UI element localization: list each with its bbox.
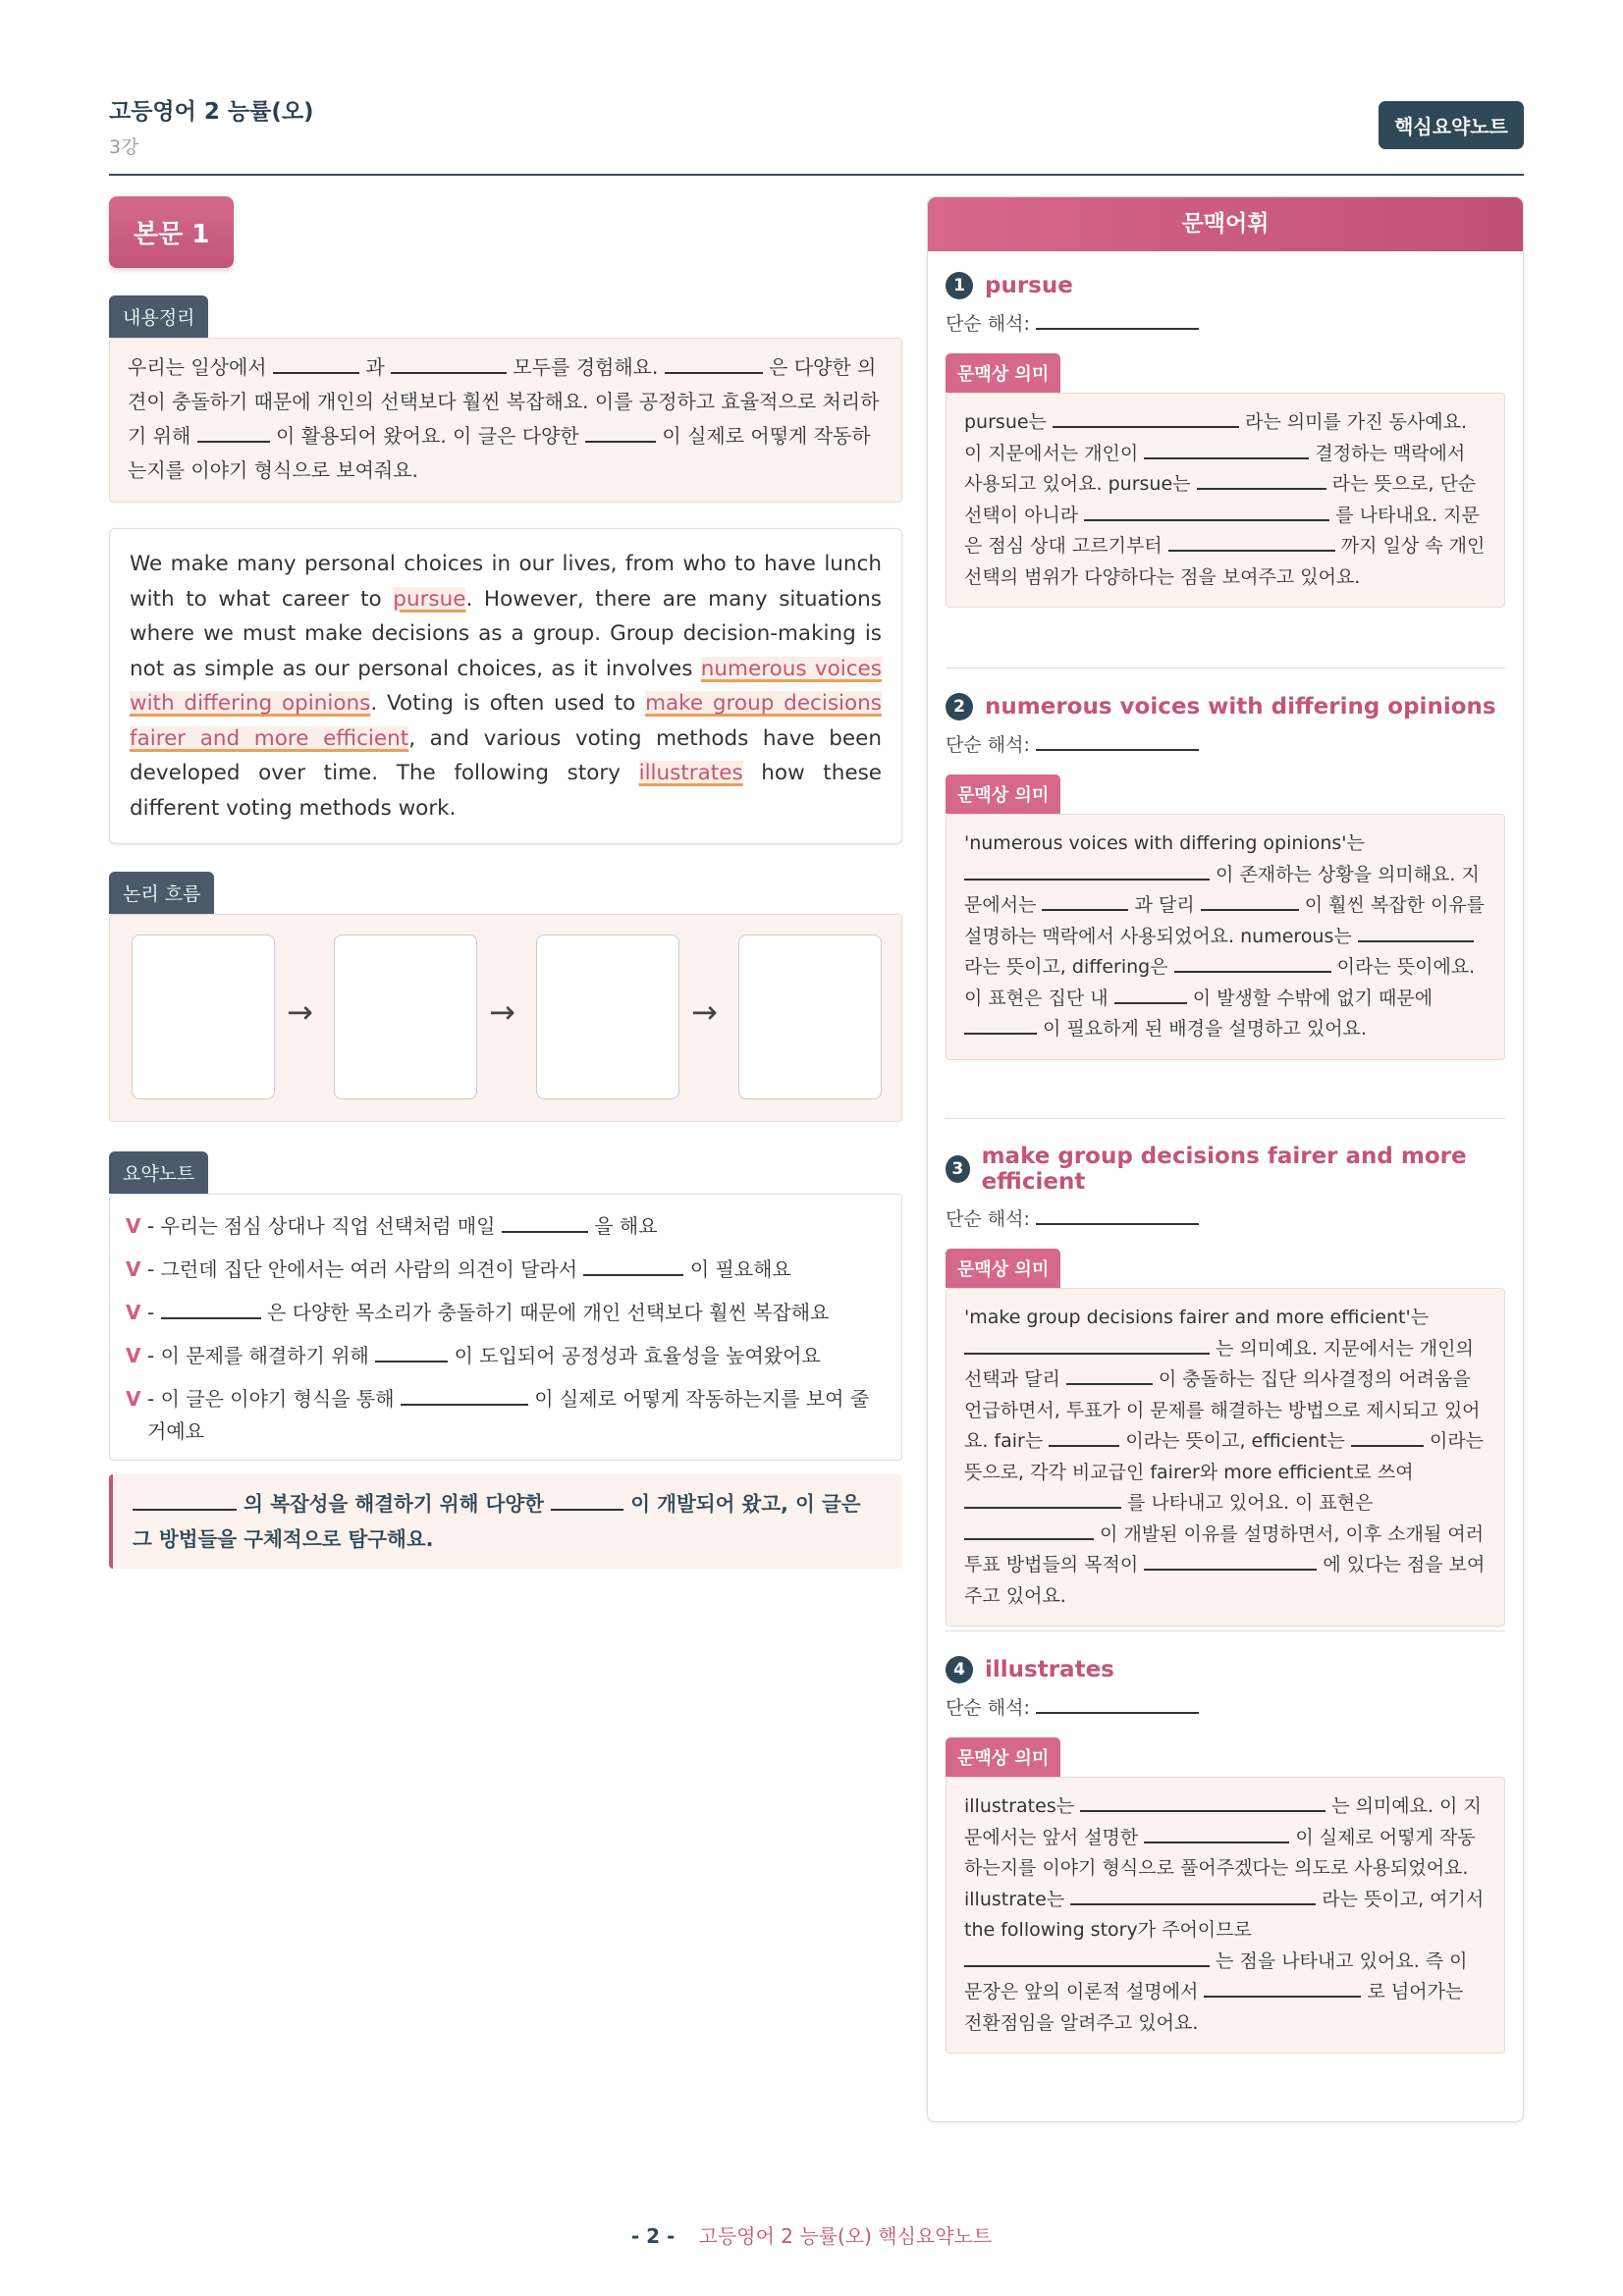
blank-field[interactable]	[964, 861, 1210, 881]
vocab-heading	[946, 1656, 1505, 1683]
conclusion-text: 이 개발되어 왔고, 이 글은 그 방법들을 구체적으로 탐구해요.	[133, 1492, 861, 1551]
context-meaning-box	[946, 1777, 1505, 2054]
note-text: - 우리는 점심 상대나 직업 선택처럼 매일	[147, 1214, 496, 1238]
arrow-right-icon: →	[489, 993, 515, 1031]
check-v-icon: V	[126, 1301, 141, 1324]
summary-text: 모두를 경험해요.	[513, 355, 659, 379]
ctx-text: 는 의미예요. 이 지문에서는 앞서 설명한	[964, 1795, 1482, 1848]
note-item	[126, 1334, 886, 1377]
blank-field[interactable]	[273, 353, 359, 374]
summary-label: 내용정리	[109, 295, 208, 338]
left-column	[109, 196, 902, 1569]
content-summary	[109, 338, 902, 503]
summary-text: 과	[365, 355, 385, 379]
blank-field[interactable]	[583, 1255, 683, 1276]
conclusion-text: 의 복잡성을 해결하기 위해 다양한	[243, 1492, 544, 1516]
ctx-text: 까지 일상 속 개인 선택의 범위가 다양하다는 점을 보여주고 있어요.	[964, 535, 1486, 588]
check-v-icon: V	[126, 1214, 141, 1238]
blank-field[interactable]	[1201, 891, 1299, 911]
number-badge: 4	[946, 1656, 973, 1683]
blank-field[interactable]	[1036, 1205, 1199, 1225]
blank-field[interactable]	[665, 353, 763, 374]
summary-text: 이 활용되어 왔어요. 이 글은 다양한	[276, 424, 579, 448]
footer-title: 고등영어 2 능률(오) 핵심요약노트	[698, 2224, 993, 2248]
note-text: 은 다양한 목소리가 충돌하기 때문에 개인 선택보다 훨씬 복잡해요	[266, 1301, 830, 1324]
arrow-right-icon: →	[691, 993, 718, 1031]
blank-field[interactable]	[1358, 923, 1474, 942]
blank-field[interactable]	[1114, 985, 1187, 1004]
blank-field[interactable]	[1049, 1427, 1119, 1447]
blank-field[interactable]	[964, 1335, 1210, 1355]
summary-notes-label: 요약노트	[109, 1151, 208, 1194]
passage-segment: . Voting is often used to	[370, 691, 646, 716]
blank-field[interactable]	[391, 353, 507, 374]
simple-label: 단순 해석:	[946, 734, 1030, 756]
passage-segment: , and various voting methods have been developed over time. The following story	[130, 725, 883, 785]
passage-segment: . However, there are many situations where we must make decisions as a group. Group decision-making is not as simple as our personal choices, as it involves	[130, 586, 882, 681]
ctx-text: 과 달리	[1134, 894, 1195, 916]
summary-text: 은 다양한 의견이 충돌하기 때문에 개인의 선택보다 훨씬 복잡해요. 이를 공정하고 효율적으로 처리하기 위해	[128, 355, 880, 448]
highlight-numerous-voices[interactable]: numerous voices with differing opinions	[130, 656, 882, 716]
context-meaning-label: 문맥상 의미	[946, 774, 1060, 814]
conclusion-box	[109, 1474, 902, 1569]
ctx-text: 이라는 뜻으로, 각각 비교급인 fairer와 more efficient로 쓰여	[964, 1430, 1485, 1483]
note-item	[126, 1377, 886, 1448]
highlight-illustrates[interactable]: illustrates	[638, 761, 743, 785]
blank-field[interactable]	[1066, 1365, 1153, 1385]
flow-step-1[interactable]	[132, 934, 275, 1099]
blank-field[interactable]	[1036, 731, 1199, 751]
ctx-text: 라는 의미를 가진 동사예요. 이 지문에서는 개인이	[964, 411, 1468, 464]
blank-field[interactable]	[502, 1212, 588, 1233]
vocab-word: pursue	[985, 273, 1073, 298]
blank-field[interactable]	[1204, 1978, 1361, 1998]
ctx-text: 이라는 뜻이고, efficient는	[1125, 1430, 1345, 1452]
vocab-item-1	[946, 272, 1505, 608]
note-item	[126, 1291, 886, 1334]
ctx-text: 'numerous voices with differing opinions'는	[964, 832, 1365, 854]
blank-field[interactable]	[964, 1015, 1037, 1035]
divider	[946, 1118, 1505, 1119]
check-v-icon: V	[126, 1387, 141, 1411]
blank-field[interactable]	[161, 1299, 261, 1319]
simple-translation	[946, 730, 1505, 757]
ctx-text: 결정하는 맥락에서 사용되고 있어요. pursue는	[964, 442, 1466, 495]
number-badge: 2	[946, 693, 973, 721]
logic-flow-label: 논리 흐름	[109, 872, 214, 914]
note-text: 이 필요해요	[689, 1257, 791, 1281]
note-text: 을 해요	[594, 1214, 658, 1238]
summary-notes	[109, 1194, 902, 1461]
blank-field[interactable]	[1174, 953, 1331, 973]
context-meaning-label: 문맥상 의미	[946, 1249, 1060, 1288]
blank-field[interactable]	[1351, 1427, 1424, 1447]
summary-note-badge: 핵심요약노트	[1379, 101, 1524, 149]
blank-field[interactable]	[585, 422, 656, 443]
page-header	[109, 93, 1524, 176]
simple-label: 단순 해석:	[946, 1697, 1030, 1719]
ctx-text: 이라는 뜻이에요. 이 표현은 집단 내	[964, 956, 1476, 1009]
passage-segment: how these different voting methods work.	[130, 761, 883, 821]
ctx-text: 이 발생할 수밖에 없기 때문에	[1192, 987, 1434, 1009]
divider	[946, 667, 1505, 668]
divider	[946, 1630, 1505, 1631]
ctx-text: 를 나타내고 있어요. 이 표현은	[1127, 1492, 1374, 1514]
blank-field[interactable]	[401, 1385, 528, 1406]
context-meaning-label: 문맥상 의미	[946, 353, 1060, 393]
vocab-item-4	[946, 1656, 1505, 2054]
context-vocab-title: 문맥어휘	[928, 197, 1523, 251]
blank-field[interactable]	[964, 1948, 1210, 1967]
blank-field[interactable]	[1042, 891, 1128, 911]
blank-field[interactable]	[1168, 532, 1335, 552]
context-meaning-label: 문맥상 의미	[946, 1737, 1060, 1777]
blank-field[interactable]	[1197, 470, 1326, 490]
blank-field[interactable]	[964, 1521, 1094, 1540]
context-meaning-box	[946, 393, 1505, 608]
summary-text: 우리는 일상에서	[128, 355, 267, 379]
ctx-text: 는 점을 나타내고 있어요. 즉 이 문장은 앞의 이론적 설명에서	[964, 1949, 1468, 2002]
blank-field[interactable]	[1144, 1824, 1289, 1843]
note-text: - 그런데 집단 안에서는 여러 사람의 의견이 달라서	[147, 1257, 578, 1281]
lesson-number: 3강	[109, 136, 139, 158]
note-text: -	[147, 1301, 155, 1324]
ctx-text: 이 존재하는 상황을 의미해요. 지문에서는	[964, 863, 1480, 916]
context-vocab-panel	[927, 196, 1524, 2122]
simple-translation	[946, 309, 1505, 336]
blank-field[interactable]	[133, 1489, 237, 1511]
blank-field[interactable]	[1070, 1886, 1316, 1905]
highlight-make-group-decisions[interactable]: make group decisions fairer and more efficient	[130, 691, 882, 751]
check-v-icon: V	[126, 1257, 141, 1281]
vocab-item-2	[946, 693, 1505, 1060]
blank-field[interactable]	[197, 422, 270, 443]
ctx-text: 로 넘어가는 전환점임을 알려주고 있어요.	[964, 1981, 1464, 2034]
note-item	[126, 1248, 886, 1291]
simple-label: 단순 해석:	[946, 1208, 1030, 1230]
ctx-text: 이 실제로 어떻게 작동하는지를 이야기 형식으로 풀어주겠다는 의도로 사용되었어요. illustrate는	[964, 1826, 1476, 1910]
blank-field[interactable]	[964, 1489, 1121, 1509]
ctx-text: 를 나타내요. 지문은 점심 상대 고르기부터	[964, 504, 1480, 557]
flow-step-2[interactable]	[334, 934, 477, 1099]
note-text: - 이 글은 이야기 형식을 통해	[147, 1387, 395, 1411]
ctx-text: 이 필요하게 된 배경을 설명하고 있어요.	[1043, 1018, 1367, 1040]
simple-label: 단순 해석:	[946, 313, 1030, 335]
ctx-text: illustrates는	[964, 1795, 1075, 1817]
note-text: - 이 문제를 해결하기 위해	[147, 1344, 369, 1367]
blank-field[interactable]	[1036, 1694, 1199, 1714]
logic-flow-diagram	[109, 914, 902, 1122]
passage-segment: We make many personal choices in our lives, from who to have lunch with to what career to	[130, 552, 882, 612]
check-v-icon: V	[126, 1344, 141, 1367]
blank-field[interactable]	[1144, 440, 1309, 459]
vocab-item-3	[946, 1144, 1505, 1627]
book-title: 고등영어 2 능률(오)	[109, 99, 314, 125]
section-title: 본문 1	[109, 196, 234, 268]
ctx-text: 'make group decisions fairer and more efficient'는	[964, 1307, 1430, 1328]
ctx-text: 라는 뜻이고, differing은	[964, 956, 1168, 978]
blank-field[interactable]	[1144, 1551, 1317, 1571]
ctx-text: 에 있다는 점을 보여주고 있어요.	[964, 1554, 1486, 1607]
blank-field[interactable]	[1080, 1792, 1325, 1812]
ctx-text: 는 의미예요. 지문에서는 개인의 선택과 달리	[964, 1337, 1474, 1390]
blank-field[interactable]	[1036, 310, 1199, 330]
ctx-text: 이 개발된 이유를 설명하면서, 이후 소개될 여러 투표 방법들의 목적이	[964, 1522, 1485, 1575]
summary-text: 이 실제로 어떻게 작동하는지를 이야기 형식으로 보여줘요.	[128, 424, 871, 482]
context-meaning-box	[946, 814, 1505, 1060]
blank-field[interactable]	[1084, 502, 1329, 521]
vocab-word: make group decisions fairer and more efficient	[981, 1144, 1467, 1195]
flow-step-3[interactable]	[536, 934, 679, 1099]
vocab-heading	[946, 693, 1505, 721]
simple-translation	[946, 1693, 1505, 1720]
ctx-text: 이 훨씬 복잡한 이유를 설명하는 맥락에서 사용되었어요. numerous는	[964, 894, 1486, 947]
ctx-text: 라는 뜻이고, 여기서 the following story가 주어이므로	[964, 1888, 1485, 1941]
blank-field[interactable]	[375, 1342, 448, 1362]
highlight-pursue[interactable]: pursue	[393, 586, 466, 612]
arrow-right-icon: →	[287, 993, 313, 1031]
ctx-text: pursue는	[964, 411, 1047, 433]
vocab-heading	[946, 272, 1505, 299]
page-footer	[0, 2220, 1623, 2249]
vocab-word: illustrates	[985, 1657, 1114, 1682]
ctx-text: 이 충돌하는 집단 의사결정의 어려움을 언급하면서, 투표가 이 문제를 해결하는 방법으로 제시되고 있어요. fair는	[964, 1368, 1481, 1452]
vocab-word: numerous voices with differing opinions	[985, 694, 1496, 720]
simple-translation	[946, 1204, 1505, 1231]
blank-field[interactable]	[1053, 408, 1239, 428]
ctx-text: 라는 뜻으로, 단순 선택이 아니라	[964, 473, 1477, 526]
note-item	[126, 1204, 886, 1248]
passage-text	[109, 528, 902, 844]
number-badge: 3	[946, 1155, 970, 1183]
note-text: 이 실제로 어떻게 작동하는지를 보여 줄 거예요	[147, 1387, 870, 1443]
vocab-heading	[946, 1144, 1505, 1195]
page-number: - 2 -	[630, 2224, 676, 2248]
context-meaning-box	[946, 1288, 1505, 1627]
note-text: 이 도입되어 공정성과 효율성을 높여왔어요	[454, 1344, 821, 1367]
number-badge: 1	[946, 272, 973, 299]
flow-step-4[interactable]	[738, 934, 882, 1099]
blank-field[interactable]	[551, 1489, 623, 1511]
